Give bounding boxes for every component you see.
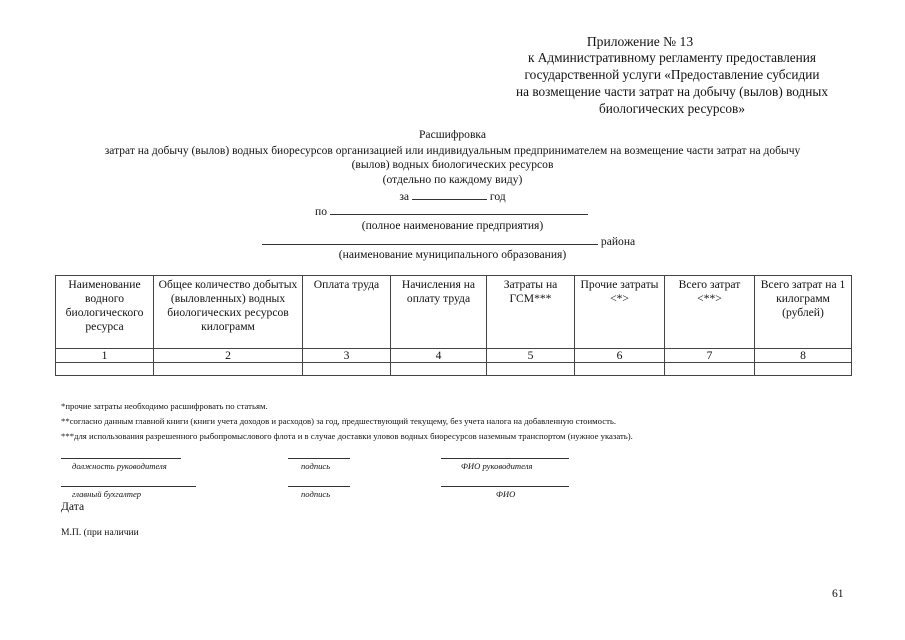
empty-cell bbox=[487, 363, 575, 376]
signature-line-accountant-fullname bbox=[441, 486, 569, 487]
expense-breakdown-table bbox=[55, 275, 852, 376]
appendix-line-3: на возмещение части затрат на добычу (вылов) водных bbox=[515, 84, 828, 99]
district-blank-line bbox=[262, 233, 598, 245]
caption-position: должность руководителя bbox=[72, 461, 167, 471]
signature-line-accountant-signature bbox=[288, 486, 350, 487]
col-header-total-costs: Всего затрат <**> bbox=[665, 276, 755, 349]
col-header-cost-per-kg: Всего затрат на 1 килограмм (рублей) bbox=[755, 276, 852, 349]
page-number: 61 bbox=[832, 587, 844, 600]
document-title-line-1: затрат на добычу (вылов) водных биоресурсов организацией или индивидуальным предпринимателем на возмещение части затрат на добычу bbox=[104, 145, 801, 157]
signature-line-position bbox=[61, 458, 181, 459]
district-field-row bbox=[262, 233, 635, 249]
col-header-wages: Оплата труда bbox=[303, 276, 391, 349]
col-number: 6 bbox=[575, 349, 665, 363]
col-number: 3 bbox=[303, 349, 391, 363]
col-number: 2 bbox=[154, 349, 303, 363]
footnote-3: ***для использования разрешенного рыбопромыслового флота и в случае доставки уловов водных биоресурсов наземным транспортом (нужное указать). bbox=[61, 431, 633, 441]
signature-line-fullname bbox=[441, 458, 569, 459]
col-number: 8 bbox=[755, 349, 852, 363]
footnote-1: *прочие затраты необходимо расшифровать по статьям. bbox=[61, 401, 268, 411]
table-header-row bbox=[56, 276, 852, 349]
appendix-line-1: к Административному регламенту предоставления bbox=[527, 50, 816, 65]
caption-fullname: ФИО руководителя bbox=[461, 461, 533, 471]
footnote-2: **согласно данным главной книги (книги учета доходов и расходов) за год, предшествующий текущему, без учета налога на добавленную стоимость. bbox=[61, 416, 616, 426]
empty-cell bbox=[755, 363, 852, 376]
signature-line-signature bbox=[288, 458, 350, 459]
year-suffix: год bbox=[489, 190, 506, 203]
document-title-line-2: (вылов) водных биологических ресурсов bbox=[351, 158, 554, 171]
col-header-other-costs: Прочие затраты <*> bbox=[575, 276, 665, 349]
appendix-line-4: биологических ресурсов» bbox=[599, 101, 745, 116]
appendix-title: Приложение № 13 bbox=[586, 34, 694, 49]
company-blank-line bbox=[330, 203, 588, 215]
company-caption: (полное наименование предприятия) bbox=[361, 219, 544, 232]
empty-cell bbox=[303, 363, 391, 376]
stamp-label: М.П. (при наличии bbox=[61, 527, 139, 538]
document-title-line-3: (отдельно по каждому виду) bbox=[382, 173, 523, 186]
table-number-row bbox=[56, 349, 852, 363]
year-prefix: за bbox=[399, 190, 410, 203]
empty-cell bbox=[154, 363, 303, 376]
empty-cell bbox=[56, 363, 154, 376]
col-number: 1 bbox=[56, 349, 154, 363]
table-empty-row bbox=[56, 363, 852, 376]
caption-accountant-fullname: ФИО bbox=[496, 489, 516, 499]
year-blank-line bbox=[412, 188, 487, 200]
caption-accountant-signature: подпись bbox=[301, 489, 331, 499]
municipal-caption: (наименование муниципального образования) bbox=[338, 248, 567, 261]
caption-accountant: главный бухгалтер bbox=[72, 489, 142, 499]
col-header-total-quantity: Общее количество добытых (выловленных) водных биологических ресурсов килограмм bbox=[154, 276, 303, 349]
company-prefix: по bbox=[315, 205, 328, 218]
col-header-resource-name: Наименование водного биологического ресурса bbox=[56, 276, 154, 349]
caption-signature: подпись bbox=[301, 461, 331, 471]
col-number: 4 bbox=[391, 349, 487, 363]
col-number: 7 bbox=[665, 349, 755, 363]
company-field-row bbox=[315, 203, 588, 219]
appendix-line-2: государственной услуги «Предоставление субсидии bbox=[524, 67, 820, 82]
district-suffix: района bbox=[600, 235, 636, 248]
col-header-wage-charges: Начисления на оплату труда bbox=[391, 276, 487, 349]
document-heading: Расшифровка bbox=[418, 128, 487, 141]
year-field-row bbox=[0, 188, 905, 204]
date-label: Дата bbox=[61, 500, 85, 513]
signature-line-accountant bbox=[61, 486, 196, 487]
col-number: 5 bbox=[487, 349, 575, 363]
empty-cell bbox=[575, 363, 665, 376]
empty-cell bbox=[391, 363, 487, 376]
empty-cell bbox=[665, 363, 755, 376]
col-header-fuel-costs: Затраты на ГСМ*** bbox=[487, 276, 575, 349]
